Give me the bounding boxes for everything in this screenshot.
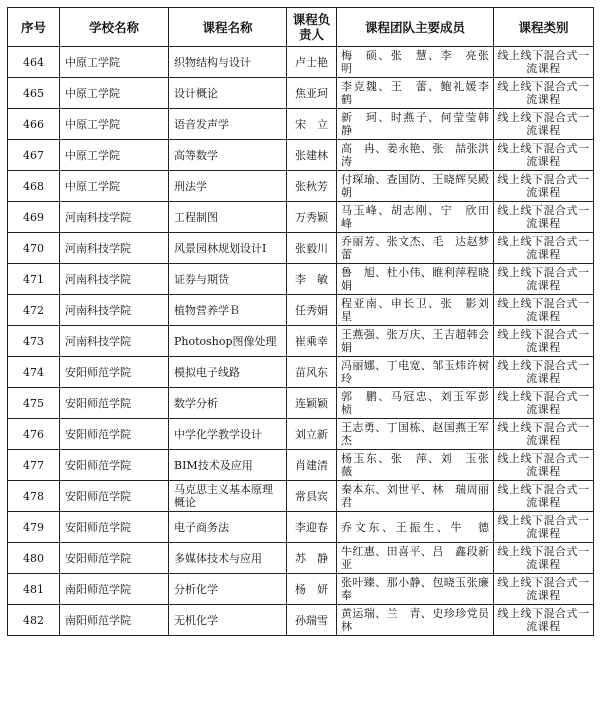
row-type: 线上线下混合式一流课程	[494, 481, 594, 512]
row-team: 冯丽娜、丁电宽、邹玉炜许树玲	[337, 357, 494, 388]
row-course: 植物营养学Ｂ	[169, 295, 287, 326]
row-no: 477	[8, 450, 60, 481]
table-row	[8, 326, 594, 357]
row-lead: 刘立新	[287, 419, 337, 450]
row-type: 线上线下混合式一流课程	[494, 450, 594, 481]
row-course: 模拟电子线路	[169, 357, 287, 388]
header-school: 学校名称	[60, 8, 169, 47]
row-course: 分析化学	[169, 574, 287, 605]
row-no: 470	[8, 233, 60, 264]
row-no: 473	[8, 326, 60, 357]
row-no: 482	[8, 605, 60, 636]
row-course: 数学分析	[169, 388, 287, 419]
row-course: 中学化学教学设计	[169, 419, 287, 450]
row-lead: 卢士艳	[287, 47, 337, 78]
row-school: 安阳师范学院	[60, 357, 169, 388]
row-school: 中原工学院	[60, 171, 169, 202]
table-row	[8, 481, 594, 512]
row-lead: 常县宾	[287, 481, 337, 512]
row-team: 梅 硕、张 慧、李 亮张 明	[337, 47, 494, 78]
row-type: 线上线下混合式一流课程	[494, 47, 594, 78]
table-row	[8, 109, 594, 140]
row-school: 安阳师范学院	[60, 512, 169, 543]
row-lead: 张建林	[287, 140, 337, 171]
row-type: 线上线下混合式一流课程	[494, 233, 594, 264]
row-lead: 苏 静	[287, 543, 337, 574]
row-school: 河南科技学院	[60, 264, 169, 295]
row-type: 线上线下混合式一流课程	[494, 140, 594, 171]
table-row	[8, 47, 594, 78]
row-type: 线上线下混合式一流课程	[494, 171, 594, 202]
row-team: 乔丽芳、张文杰、毛 达赵梦蕾	[337, 233, 494, 264]
row-school: 安阳师范学院	[60, 419, 169, 450]
row-course: 电子商务法	[169, 512, 287, 543]
row-course: 织物结构与设计	[169, 47, 287, 78]
row-no: 467	[8, 140, 60, 171]
table-row	[8, 78, 594, 109]
table-row	[8, 171, 594, 202]
row-type: 线上线下混合式一流课程	[494, 574, 594, 605]
row-course: 无机化学	[169, 605, 287, 636]
row-team: 乔文东、王振生、牛 德	[337, 512, 494, 543]
row-type: 线上线下混合式一流课程	[494, 357, 594, 388]
row-type: 线上线下混合式一流课程	[494, 264, 594, 295]
row-team: 牛红惠、田喜平、吕 鑫段新亚	[337, 543, 494, 574]
row-course: Photoshop图像处理	[169, 326, 287, 357]
row-school: 河南科技学院	[60, 233, 169, 264]
row-lead: 苗风东	[287, 357, 337, 388]
row-course: 风景园林规划设计Ⅰ	[169, 233, 287, 264]
row-lead: 连颖颖	[287, 388, 337, 419]
row-course: 多媒体技术与应用	[169, 543, 287, 574]
row-team: 鲁 旭、杜小伟、睢利萍程晓娟	[337, 264, 494, 295]
row-lead: 李 敏	[287, 264, 337, 295]
row-lead: 张秋芳	[287, 171, 337, 202]
row-course: 工程制图	[169, 202, 287, 233]
header-type: 课程类别	[494, 8, 594, 47]
header-team: 课程团队主要成员	[337, 8, 494, 47]
header-no: 序号	[8, 8, 60, 47]
row-team: 王燕强、张万庆、王吉超韩会娟	[337, 326, 494, 357]
row-course: 语音发声学	[169, 109, 287, 140]
row-type: 线上线下混合式一流课程	[494, 202, 594, 233]
row-team: 张叶臻、那小静、包晓玉张廉奉	[337, 574, 494, 605]
row-team: 郭 鹏、马冠忠、刘玉军彭 桢	[337, 388, 494, 419]
row-school: 中原工学院	[60, 47, 169, 78]
row-no: 469	[8, 202, 60, 233]
row-no: 480	[8, 543, 60, 574]
row-school: 南阳师范学院	[60, 605, 169, 636]
row-no: 464	[8, 47, 60, 78]
row-type: 线上线下混合式一流课程	[494, 295, 594, 326]
row-course: 马克思主义基本原理概论	[169, 481, 287, 512]
row-school: 安阳师范学院	[60, 450, 169, 481]
row-no: 466	[8, 109, 60, 140]
row-team: 付琛瑜、查国防、王晓辉吴殿朝	[337, 171, 494, 202]
table-row	[8, 233, 594, 264]
row-school: 安阳师范学院	[60, 481, 169, 512]
row-school: 河南科技学院	[60, 295, 169, 326]
row-lead: 焦亚珂	[287, 78, 337, 109]
row-school: 中原工学院	[60, 78, 169, 109]
row-course: 高等数学	[169, 140, 287, 171]
row-type: 线上线下混合式一流课程	[494, 512, 594, 543]
row-school: 中原工学院	[60, 140, 169, 171]
row-school: 河南科技学院	[60, 202, 169, 233]
row-school: 安阳师范学院	[60, 388, 169, 419]
header-lead: 课程负责人	[287, 8, 337, 47]
row-team: 黄运瑞、兰 青、史珍珍党员林	[337, 605, 494, 636]
row-lead: 万秀颖	[287, 202, 337, 233]
row-team: 秦本东、刘世平、林 瑞周丽君	[337, 481, 494, 512]
row-type: 线上线下混合式一流课程	[494, 109, 594, 140]
header-course: 课程名称	[169, 8, 287, 47]
row-lead: 孙瑞雪	[287, 605, 337, 636]
row-type: 线上线下混合式一流课程	[494, 326, 594, 357]
row-no: 465	[8, 78, 60, 109]
row-type: 线上线下混合式一流课程	[494, 419, 594, 450]
table-row	[8, 419, 594, 450]
row-team: 马玉峰、胡志刚、宁 欣田 峰	[337, 202, 494, 233]
row-lead: 任秀娟	[287, 295, 337, 326]
table-row	[8, 264, 594, 295]
table-row	[8, 357, 594, 388]
table-row	[8, 512, 594, 543]
table-row	[8, 450, 594, 481]
course-table	[7, 7, 594, 636]
row-team: 新 珂、时燕子、何莹莹韩 静	[337, 109, 494, 140]
row-team: 王志勇、丁国栋、赵国燕王军杰	[337, 419, 494, 450]
row-team: 杨玉东、张 萍、刘 玉张 薇	[337, 450, 494, 481]
row-lead: 宋 立	[287, 109, 337, 140]
table-row	[8, 543, 594, 574]
row-type: 线上线下混合式一流课程	[494, 605, 594, 636]
table-row	[8, 295, 594, 326]
row-no: 479	[8, 512, 60, 543]
row-no: 478	[8, 481, 60, 512]
row-type: 线上线下混合式一流课程	[494, 78, 594, 109]
row-school: 中原工学院	[60, 109, 169, 140]
row-school: 南阳师范学院	[60, 574, 169, 605]
table-row	[8, 574, 594, 605]
row-no: 472	[8, 295, 60, 326]
row-lead: 李迎春	[287, 512, 337, 543]
table-row	[8, 605, 594, 636]
row-no: 474	[8, 357, 60, 388]
table-row	[8, 388, 594, 419]
row-team: 高 冉、姜永艳、张 喆张洪涛	[337, 140, 494, 171]
table-row	[8, 202, 594, 233]
row-lead: 张毅川	[287, 233, 337, 264]
row-course: 设计概论	[169, 78, 287, 109]
table-row	[8, 140, 594, 171]
row-lead: 崔乘幸	[287, 326, 337, 357]
row-no: 471	[8, 264, 60, 295]
row-school: 河南科技学院	[60, 326, 169, 357]
row-no: 468	[8, 171, 60, 202]
row-type: 线上线下混合式一流课程	[494, 388, 594, 419]
row-no: 475	[8, 388, 60, 419]
table-header-row	[8, 8, 594, 47]
row-course: 证券与期货	[169, 264, 287, 295]
row-school: 安阳师范学院	[60, 543, 169, 574]
row-no: 476	[8, 419, 60, 450]
row-course: 刑法学	[169, 171, 287, 202]
row-lead: 杨 妍	[287, 574, 337, 605]
row-team: 程亚南、申长卫、张 影刘 星	[337, 295, 494, 326]
row-type: 线上线下混合式一流课程	[494, 543, 594, 574]
row-course: BIM技术及应用	[169, 450, 287, 481]
row-no: 481	[8, 574, 60, 605]
row-lead: 肖建清	[287, 450, 337, 481]
row-team: 李克魏、王 蕾、鲍礼媛李 鹤	[337, 78, 494, 109]
table-body	[8, 47, 594, 636]
